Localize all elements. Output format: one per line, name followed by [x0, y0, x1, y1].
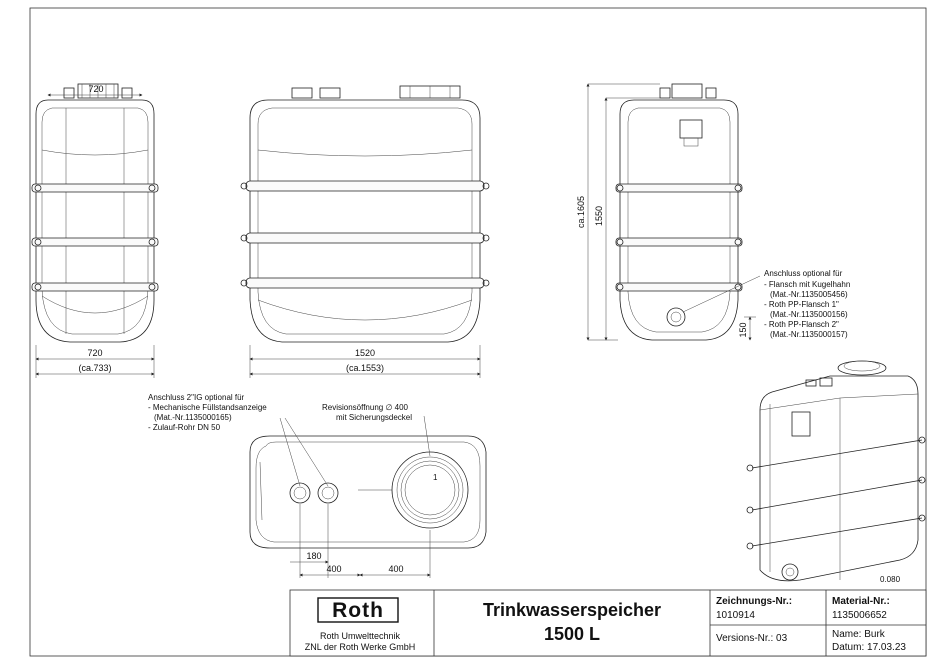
dim-height-ca: ca.1605 — [576, 195, 586, 229]
date-label: Datum: 17.03.23 — [832, 642, 906, 653]
dim-flange-height: 150 — [738, 322, 748, 338]
note-revision-mark: 1 — [433, 473, 438, 482]
name-label: Name: Burk — [832, 629, 885, 640]
dim-front-width: 1520 — [354, 348, 376, 358]
company-line-2: ZNL der Roth Werke GmbH — [304, 642, 416, 652]
note-revision: Revisionsöffnung ∅ 400 mit Sicherungsdeckel — [322, 403, 413, 422]
material-label: Material-Nr.: — [832, 596, 890, 607]
roth-logo-text: Roth — [332, 599, 384, 622]
front-view — [241, 86, 489, 342]
company-line-1: Roth Umwelttechnik — [319, 631, 401, 641]
dim-offset-180: 180 — [306, 551, 322, 561]
material-value: 1135006652 — [832, 610, 887, 621]
note-connection-2ig: Anschluss 2"IG optional für - Mechanische Füllstandsanzeige (Mat.-Nr.1135000165) - Zulauf-Rohr DN 50 — [148, 393, 267, 432]
dim-side-top: 720 — [88, 84, 104, 94]
note-connection-optional: Anschluss optional für - Flansch mit Kugelhahn (Mat.-Nr.1135005456) - Roth PP-Flansch 1" (Mat.-Nr.1135000156) - Roth PP-Flansch 2" (Mat.-Nr.1135000157) — [764, 269, 851, 339]
drawing-no-value: 1010914 — [716, 610, 755, 621]
dim-spacing-a: 400 — [326, 564, 342, 574]
side-view-right — [616, 84, 742, 340]
drawing-title-2: 1500 L — [543, 624, 601, 644]
top-view — [250, 436, 486, 548]
dim-front-width-ca: (ca.1553) — [345, 363, 385, 373]
side-view — [32, 84, 158, 342]
drawing-no-label: Zeichnungs-Nr.: — [716, 596, 793, 607]
version-label: Versions-Nr.: 03 — [716, 633, 788, 644]
dim-spacing-b: 400 — [388, 564, 404, 574]
dim-side-width-ca: (ca.733) — [78, 363, 112, 373]
isometric-view — [747, 361, 925, 581]
drawing-title-1: Trinkwasserspeicher — [482, 600, 662, 620]
dim-side-width: 720 — [87, 348, 103, 358]
dim-height: 1550 — [594, 205, 604, 227]
drawing-code: 0.080 — [880, 575, 901, 584]
